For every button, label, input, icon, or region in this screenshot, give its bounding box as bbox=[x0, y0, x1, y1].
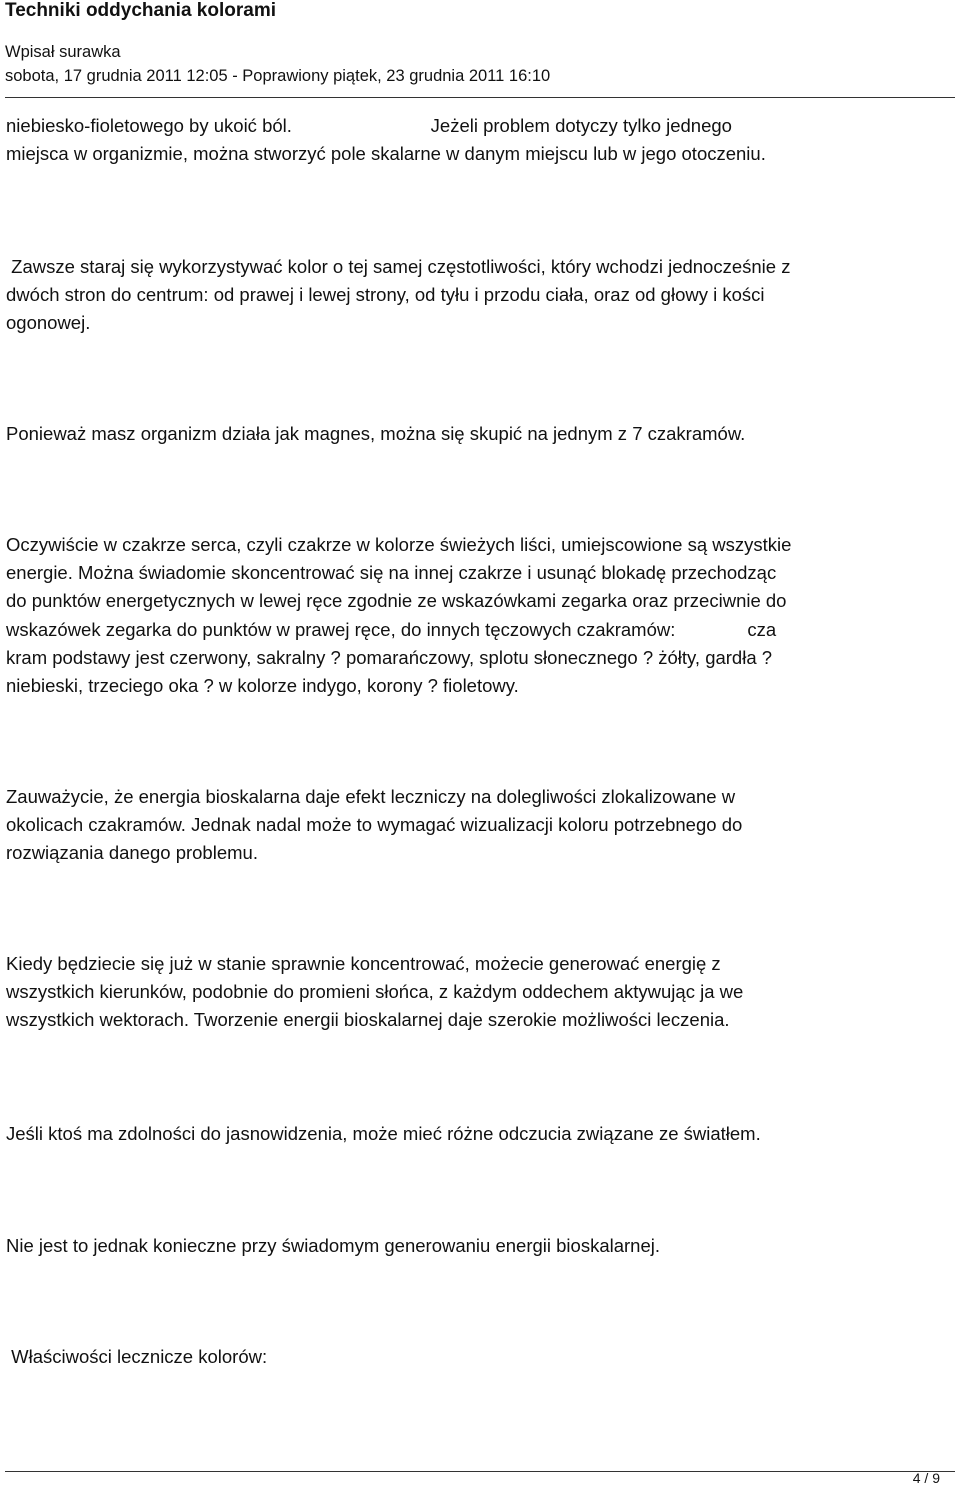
paragraph-line: Jeśli ktoś ma zdolności do jasnowidzenia, może mieć różne odczucia związane ze światłem. bbox=[6, 1123, 761, 1144]
paragraph bbox=[6, 112, 956, 168]
paragraph-line: do punktów energetycznych w lewej ręce zgodnie ze wskazówkami zegarka oraz przeciwnie do bbox=[6, 590, 787, 612]
paragraph-line: Ponieważ masz organizm działa jak magnes, można się skupić na jednym z 7 czakramów. bbox=[6, 423, 746, 444]
paragraph-line: niebieski, trzeciego oka ? w kolorze indygo, korony ? fioletowy. bbox=[6, 675, 519, 697]
paragraph-line: Zawsze staraj się wykorzystywać kolor o tej samej częstotliwości, który wchodzi jednocześnie z bbox=[6, 256, 791, 277]
article-title: Techniki oddychania kolorami bbox=[5, 0, 276, 21]
paragraph-line: okolicach czakramów. Jednak nadal może to wymagać wizualizacji koloru potrzebnego do bbox=[6, 814, 743, 836]
paragraph-line: niebiesko-fioletowego by ukoić ból. Jeżeli problem dotyczy tylko jednego bbox=[6, 115, 732, 136]
paragraph-line: wszystkich kierunków, podobnie do promieni słońca, z każdym oddechem aktywując ja we bbox=[6, 981, 744, 1003]
paragraph bbox=[6, 253, 956, 338]
paragraph-line: wszystkich wektorach. Tworzenie energii bioskalarnej daje szerokie możliwości leczenia. bbox=[6, 1009, 730, 1031]
paragraph-line: kram podstawy jest czerwony, sakralny ? pomarańczowy, splotu słonecznego ? żółty, gardła ? bbox=[6, 646, 773, 668]
paragraph bbox=[6, 950, 956, 1035]
paragraph bbox=[6, 1120, 956, 1148]
paragraph bbox=[6, 1232, 956, 1260]
author-line: Wpisał surawka bbox=[5, 43, 121, 61]
paragraph bbox=[6, 783, 956, 868]
paragraph-line: miejsca w organizmie, można stworzyć pole skalarne w danym miejscu lub w jego otoczeniu. bbox=[6, 143, 766, 165]
paragraph-line: energie. Można świadomie skoncentrować się na innej czakrze i usunąć blokadę przechodząc bbox=[6, 562, 777, 584]
paragraph bbox=[6, 420, 956, 448]
footer-divider bbox=[5, 1471, 955, 1472]
paragraph-line: Nie jest to jednak konieczne przy świadomym generowaniu energii bioskalarnej. bbox=[6, 1235, 661, 1256]
dates-line: sobota, 17 grudnia 2011 12:05 - Poprawiony piątek, 23 grudnia 2011 16:10 bbox=[5, 67, 551, 85]
paragraph-line: Kiedy będziecie się już w stanie sprawnie koncentrować, możecie generować energię z bbox=[6, 953, 721, 974]
paragraph bbox=[6, 531, 956, 700]
paragraph-line: wskazówek zegarka do punktów w prawej ręce, do innych tęczowych czakramów: cza bbox=[6, 618, 777, 640]
paragraph-line: dwóch stron do centrum: od prawej i lewej strony, od tyłu i przodu ciała, oraz od głowy i kości bbox=[6, 284, 765, 306]
paragraph-line: Oczywiście w czakrze serca, czyli czakrze w kolorze świeżych liści, umiejscowione są wszystkie bbox=[6, 534, 792, 555]
paragraph-line: Zauważycie, że energia bioskalarna daje efekt leczniczy na dolegliwości zlokalizowane w bbox=[6, 786, 736, 807]
paragraph-line: rozwiązania danego problemu. bbox=[6, 842, 258, 864]
paragraph-line: Właściwości lecznicze kolorów: bbox=[6, 1346, 268, 1367]
paragraph-line: ogonowej. bbox=[6, 312, 91, 334]
page-number: 4 / 9 bbox=[912, 1470, 940, 1486]
paragraph bbox=[6, 1343, 956, 1371]
header-divider bbox=[5, 97, 955, 98]
